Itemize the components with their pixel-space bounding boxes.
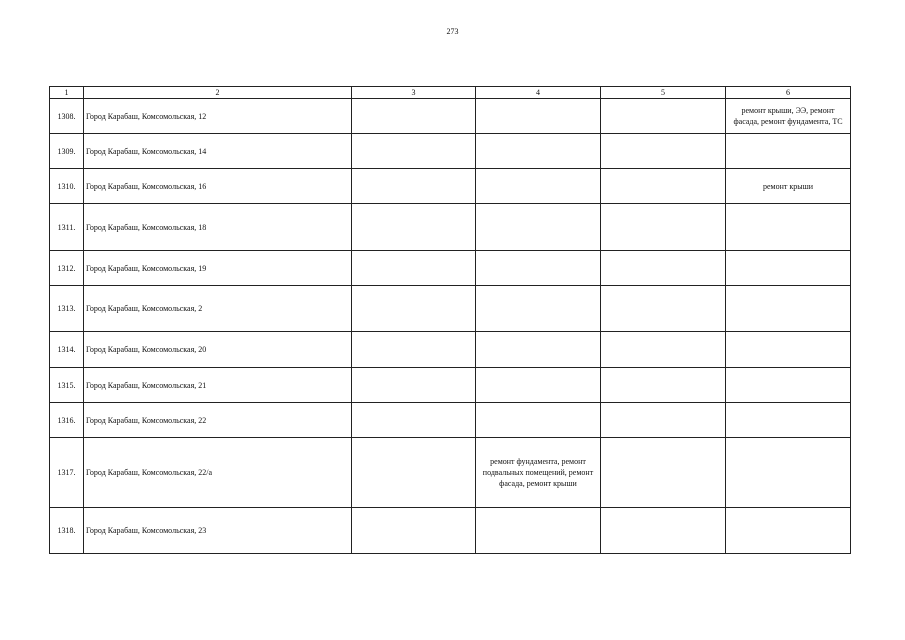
table-row bbox=[50, 508, 851, 554]
cell-col6: ремонт крыши bbox=[726, 169, 851, 204]
row-number: 1315. bbox=[50, 368, 84, 403]
cell-col4 bbox=[476, 169, 601, 204]
row-address: Город Карабаш, Комсомольская, 14 bbox=[84, 134, 352, 169]
cell-col3 bbox=[352, 251, 476, 286]
row-address: Город Карабаш, Комсомольская, 22/а bbox=[84, 438, 352, 508]
table-row bbox=[50, 368, 851, 403]
row-address: Город Карабаш, Комсомольская, 2 bbox=[84, 286, 352, 332]
table-row bbox=[50, 204, 851, 251]
table-row bbox=[50, 134, 851, 169]
row-number: 1309. bbox=[50, 134, 84, 169]
cell-col3 bbox=[352, 204, 476, 251]
cell-col6 bbox=[726, 134, 851, 169]
row-number: 1308. bbox=[50, 99, 84, 134]
cell-col4 bbox=[476, 368, 601, 403]
cell-col4 bbox=[476, 204, 601, 251]
table-row bbox=[50, 169, 851, 204]
row-number: 1314. bbox=[50, 332, 84, 368]
cell-col4 bbox=[476, 134, 601, 169]
cell-col4 bbox=[476, 332, 601, 368]
cell-col4 bbox=[476, 508, 601, 554]
row-number: 1312. bbox=[50, 251, 84, 286]
cell-col4 bbox=[476, 403, 601, 438]
cell-col5 bbox=[601, 169, 726, 204]
cell-col5 bbox=[601, 332, 726, 368]
row-address: Город Карабаш, Комсомольская, 16 bbox=[84, 169, 352, 204]
cell-col3 bbox=[352, 438, 476, 508]
cell-col3 bbox=[352, 368, 476, 403]
cell-col3 bbox=[352, 134, 476, 169]
cell-col4 bbox=[476, 286, 601, 332]
cell-col3 bbox=[352, 169, 476, 204]
cell-col5 bbox=[601, 403, 726, 438]
row-address: Город Карабаш, Комсомольская, 21 bbox=[84, 368, 352, 403]
cell-col6 bbox=[726, 403, 851, 438]
cell-col3 bbox=[352, 332, 476, 368]
cell-col6 bbox=[726, 251, 851, 286]
page-number: 273 bbox=[446, 27, 459, 36]
cell-col6 bbox=[726, 204, 851, 251]
row-number: 1318. bbox=[50, 508, 84, 554]
cell-col4 bbox=[476, 99, 601, 134]
row-address: Город Карабаш, Комсомольская, 20 bbox=[84, 332, 352, 368]
table-row bbox=[50, 286, 851, 332]
row-number: 1311. bbox=[50, 204, 84, 251]
column-header: 3 bbox=[352, 87, 476, 99]
table-row bbox=[50, 332, 851, 368]
row-number: 1317. bbox=[50, 438, 84, 508]
cell-col6 bbox=[726, 438, 851, 508]
register-table bbox=[49, 86, 851, 554]
column-header: 6 bbox=[726, 87, 851, 99]
cell-col6 bbox=[726, 368, 851, 403]
cell-col6 bbox=[726, 286, 851, 332]
table-row bbox=[50, 251, 851, 286]
column-header: 5 bbox=[601, 87, 726, 99]
row-address: Город Карабаш, Комсомольская, 19 bbox=[84, 251, 352, 286]
cell-col5 bbox=[601, 134, 726, 169]
row-number: 1316. bbox=[50, 403, 84, 438]
row-address: Город Карабаш, Комсомольская, 12 bbox=[84, 99, 352, 134]
cell-col6 bbox=[726, 332, 851, 368]
cell-col5 bbox=[601, 99, 726, 134]
table-row bbox=[50, 99, 851, 134]
row-number: 1310. bbox=[50, 169, 84, 204]
cell-col5 bbox=[601, 286, 726, 332]
cell-col5 bbox=[601, 438, 726, 508]
row-address: Город Карабаш, Комсомольская, 22 bbox=[84, 403, 352, 438]
row-address: Город Карабаш, Комсомольская, 23 bbox=[84, 508, 352, 554]
column-header: 4 bbox=[476, 87, 601, 99]
cell-col5 bbox=[601, 204, 726, 251]
cell-col5 bbox=[601, 368, 726, 403]
row-address: Город Карабаш, Комсомольская, 18 bbox=[84, 204, 352, 251]
table-row bbox=[50, 403, 851, 438]
column-header: 2 bbox=[84, 87, 352, 99]
row-number: 1313. bbox=[50, 286, 84, 332]
cell-col6 bbox=[726, 508, 851, 554]
cell-col3 bbox=[352, 99, 476, 134]
cell-col4: ремонт фундамента, ремонт подвальных помещений, ремонт фасада, ремонт крыши bbox=[476, 438, 601, 508]
column-header: 1 bbox=[50, 87, 84, 99]
table-row bbox=[50, 438, 851, 508]
cell-col5 bbox=[601, 508, 726, 554]
column-number-row bbox=[50, 87, 851, 99]
cell-col3 bbox=[352, 508, 476, 554]
cell-col3 bbox=[352, 286, 476, 332]
cell-col4 bbox=[476, 251, 601, 286]
cell-col3 bbox=[352, 403, 476, 438]
cell-col5 bbox=[601, 251, 726, 286]
cell-col6: ремонт крыши, ЭЭ, ремонт фасада, ремонт фундамента, ТС bbox=[726, 99, 851, 134]
